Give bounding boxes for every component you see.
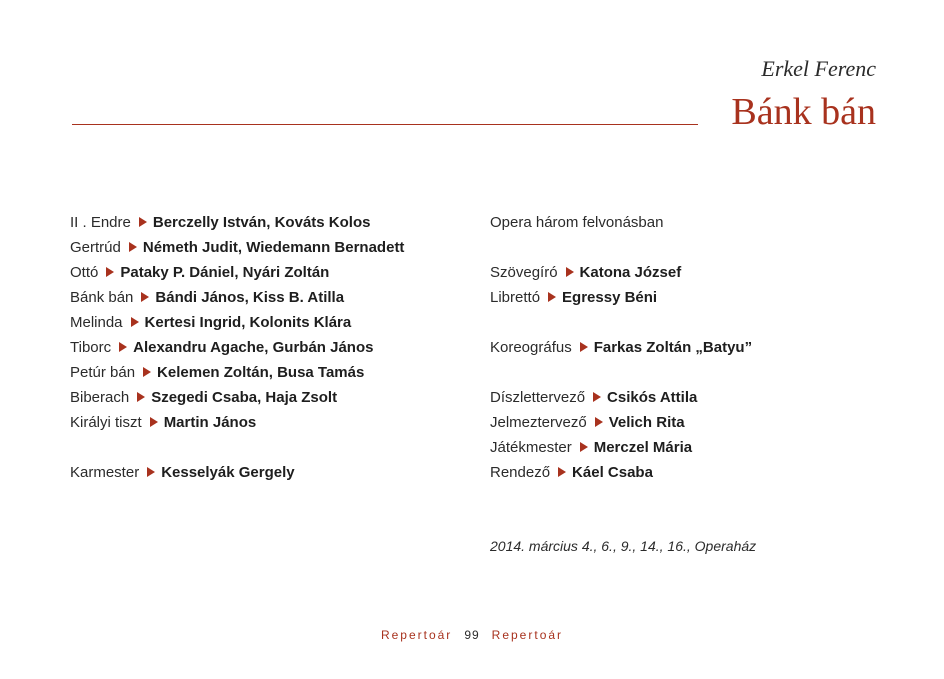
arrow-icon (137, 392, 145, 402)
role-label: Díszlettervező (490, 389, 586, 406)
page-title: Bánk bán (731, 91, 876, 133)
role-label: Szövegíró (490, 264, 558, 281)
performance-dates: 2014. március 4., 6., 9., 14., 16., Operaház (490, 538, 757, 554)
arrow-icon (548, 292, 556, 302)
cast-row (70, 310, 404, 335)
title-rule (72, 124, 698, 125)
role-label: Petúr bán (70, 364, 136, 381)
credit-row (490, 460, 752, 485)
cast-row (70, 385, 404, 410)
composer-name: Erkel Ferenc (761, 56, 876, 81)
role-label: Játékmester (490, 439, 572, 456)
spacer (490, 360, 752, 385)
arrow-icon (131, 317, 139, 327)
cast-row (70, 210, 404, 235)
role-label: Ottó (70, 264, 99, 281)
page-number: 99 (464, 628, 480, 642)
role-label: Karmester (70, 464, 140, 481)
credit-row (490, 285, 752, 310)
role-label: Királyi tiszt (70, 414, 142, 431)
credit-name: Katona József (579, 264, 682, 281)
conductor-name: Kesselyák Gergely (161, 464, 295, 481)
credit-name: Merczel Mária (593, 439, 693, 456)
performer-names: Kertesi Ingrid, Kolonits Klára (144, 314, 352, 331)
performer-names: Németh Judit, Wiedemann Bernadett (142, 239, 405, 256)
cast-row (70, 410, 404, 435)
credit-row (490, 335, 752, 360)
credit-row (490, 435, 752, 460)
arrow-icon (141, 292, 149, 302)
role-label: Rendező (490, 464, 551, 481)
role-label: Biberach (70, 389, 130, 406)
arrow-icon (147, 467, 155, 477)
credit-name: Velich Rita (608, 414, 685, 431)
role-label: Koreográfus (490, 339, 572, 356)
footer-section-right: Repertoár (491, 628, 564, 642)
cast-row (70, 335, 404, 360)
spacer (70, 435, 404, 460)
opera-subtitle: Opera három felvonásban (490, 214, 664, 231)
performer-names: Martin János (163, 414, 257, 431)
arrow-icon (580, 342, 588, 352)
credit-name: Farkas Zoltán „Batyu” (593, 339, 753, 356)
performer-names: Pataky P. Dániel, Nyári Zoltán (120, 264, 330, 281)
production-info (490, 210, 752, 485)
role-label: Jelmeztervező (490, 414, 587, 431)
credit-name: Csikós Attila (607, 389, 698, 406)
arrow-icon (119, 342, 127, 352)
credit-row (490, 410, 752, 435)
cast-list (70, 210, 404, 485)
credit-name: Egressy Béni (562, 289, 658, 306)
arrow-icon (106, 267, 114, 277)
performer-names: Bándi János, Kiss B. Atilla (155, 289, 345, 306)
arrow-icon (566, 267, 574, 277)
performer-names: Berczelly István, Kováts Kolos (152, 214, 371, 231)
footer-section-left: Repertoár (380, 628, 453, 642)
arrow-icon (143, 367, 151, 377)
credit-row (490, 385, 752, 410)
cast-row (70, 285, 404, 310)
arrow-icon (580, 442, 588, 452)
role-label: Librettó (490, 289, 541, 306)
cast-row (70, 235, 404, 260)
performer-names: Kelemen Zoltán, Busa Tamás (157, 364, 365, 381)
role-label: Tiborc (70, 339, 112, 356)
arrow-icon (150, 417, 158, 427)
page-footer (0, 628, 944, 642)
arrow-icon (593, 392, 601, 402)
spacer (490, 235, 752, 260)
arrow-icon (558, 467, 566, 477)
credit-row (490, 260, 752, 285)
arrow-icon (139, 217, 147, 227)
cast-row (70, 360, 404, 385)
role-label: Gertrúd (70, 239, 121, 256)
arrow-icon (595, 417, 603, 427)
role-label: Bánk bán (70, 289, 134, 306)
arrow-icon (129, 242, 137, 252)
conductor-row (70, 460, 404, 485)
role-label: Melinda (70, 314, 123, 331)
performer-names: Alexandru Agache, Gurbán János (133, 339, 374, 356)
role-label: II . Endre (70, 214, 131, 231)
cast-row (70, 260, 404, 285)
spacer (490, 310, 752, 335)
performer-names: Szegedi Csaba, Haja Zsolt (151, 389, 338, 406)
credit-name: Káel Csaba (572, 464, 653, 481)
